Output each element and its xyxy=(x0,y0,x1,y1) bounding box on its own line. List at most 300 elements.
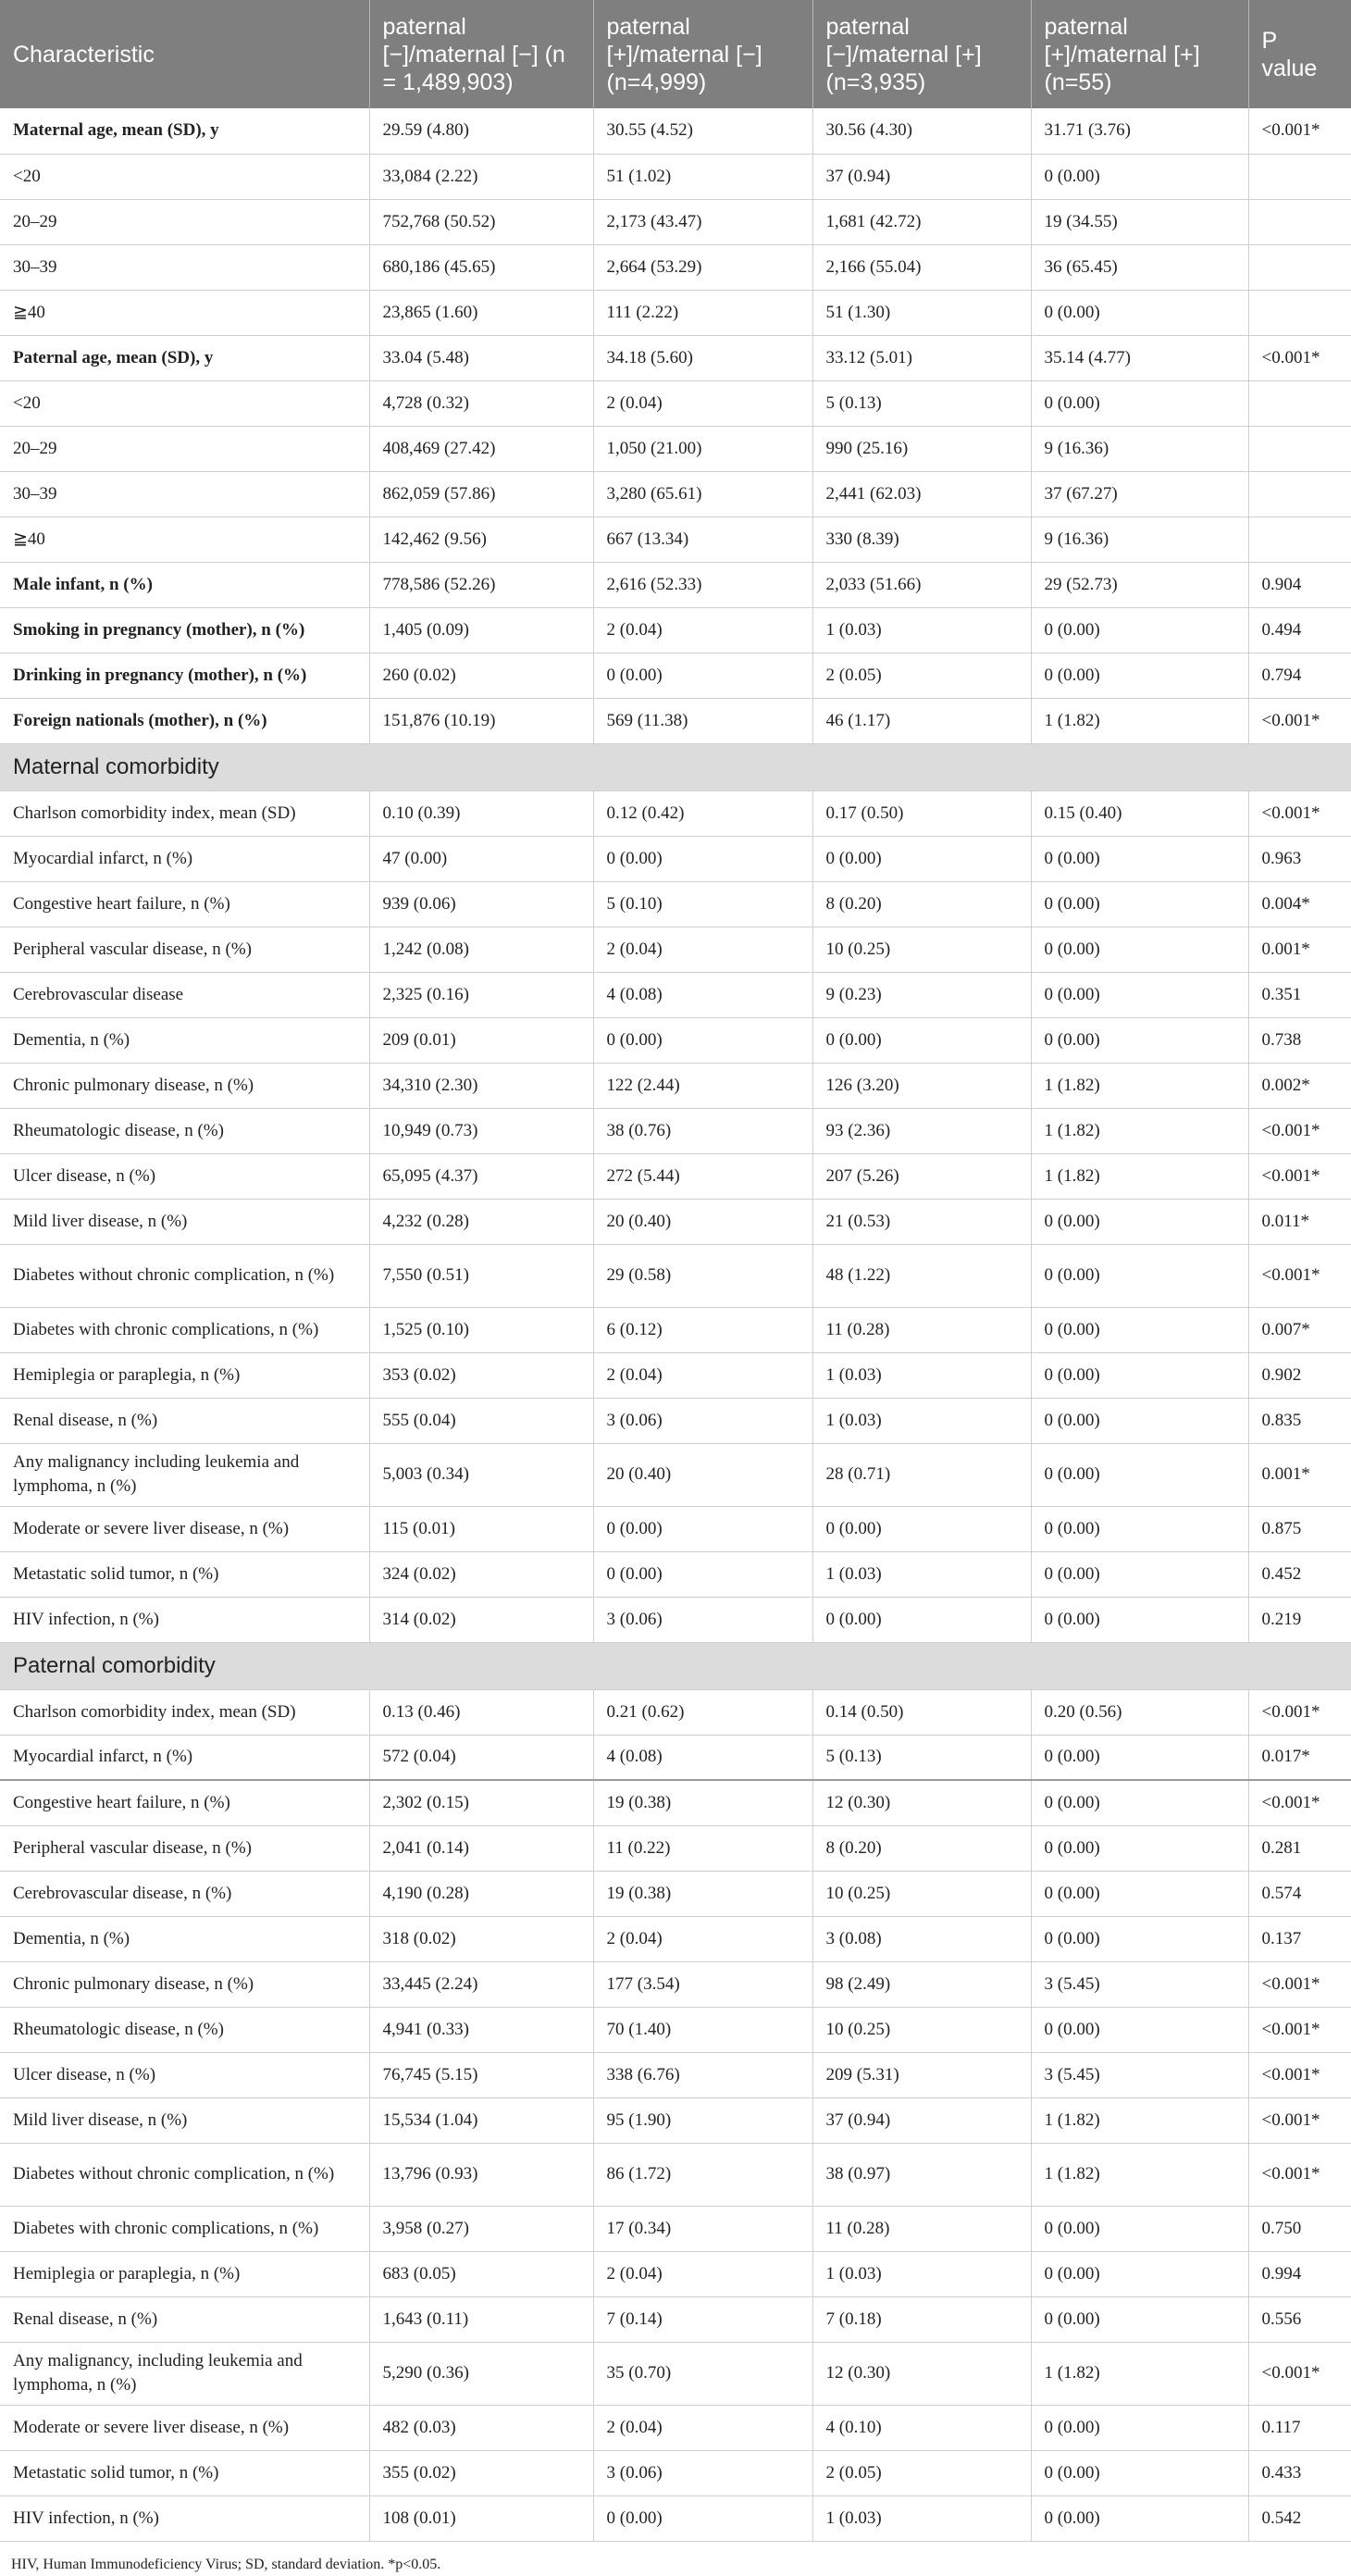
cell-neg-pos: 2,166 (55.04) xyxy=(812,244,1031,290)
row-label: HIV infection, n (%) xyxy=(0,2495,369,2541)
cell-pos-pos: 0 (0.00) xyxy=(1031,881,1248,927)
row-label: Paternal age, mean (SD), y xyxy=(0,335,369,380)
cell-p-value xyxy=(1248,244,1351,290)
cell-pos-neg: 0 (0.00) xyxy=(593,1017,812,1063)
cell-p-value xyxy=(1248,154,1351,199)
cell-neg-neg: 862,059 (57.86) xyxy=(369,471,593,516)
table-row xyxy=(0,516,1351,562)
table-row xyxy=(0,1352,1351,1398)
cell-pos-neg: 4 (0.08) xyxy=(593,1735,812,1780)
section-paternal-comorbidity xyxy=(0,1642,1351,1689)
cell-pos-pos: 0.15 (0.40) xyxy=(1031,790,1248,836)
cell-pos-neg: 0 (0.00) xyxy=(593,653,812,698)
cell-neg-neg: 0.13 (0.46) xyxy=(369,1689,593,1735)
cell-neg-pos: 28 (0.71) xyxy=(812,1443,1031,1506)
table-row xyxy=(0,1825,1351,1871)
cell-neg-pos: 30.56 (4.30) xyxy=(812,108,1031,154)
table-row xyxy=(0,1597,1351,1642)
cell-neg-neg: 314 (0.02) xyxy=(369,1597,593,1642)
row-label: Smoking in pregnancy (mother), n (%) xyxy=(0,607,369,653)
row-label: Charlson comorbidity index, mean (SD) xyxy=(0,790,369,836)
cell-neg-neg: 34,310 (2.30) xyxy=(369,1063,593,1108)
row-label: Male infant, n (%) xyxy=(0,562,369,607)
table-row xyxy=(0,2296,1351,2342)
cell-neg-pos: 8 (0.20) xyxy=(812,881,1031,927)
cell-neg-neg: 7,550 (0.51) xyxy=(369,1244,593,1307)
cell-pos-pos: 0 (0.00) xyxy=(1031,2450,1248,2495)
cell-neg-pos: 2 (0.05) xyxy=(812,653,1031,698)
table-row xyxy=(0,1153,1351,1199)
cell-p-value: <0.001* xyxy=(1248,2143,1351,2206)
cell-pos-neg: 2 (0.04) xyxy=(593,927,812,972)
cell-pos-pos: 0 (0.00) xyxy=(1031,1916,1248,1961)
table-row xyxy=(0,2097,1351,2143)
row-label: Renal disease, n (%) xyxy=(0,2296,369,2342)
cell-p-value: 0.001* xyxy=(1248,1443,1351,1506)
cell-p-value: <0.001* xyxy=(1248,1780,1351,1825)
cell-pos-neg: 2,616 (52.33) xyxy=(593,562,812,607)
cell-pos-pos: 0 (0.00) xyxy=(1031,1597,1248,1642)
row-label: 20–29 xyxy=(0,199,369,244)
cell-neg-neg: 752,768 (50.52) xyxy=(369,199,593,244)
row-label: Any malignancy including leukemia and lymphoma, n (%) xyxy=(0,1443,369,1506)
table-row xyxy=(0,2495,1351,2541)
cell-neg-pos: 0.14 (0.50) xyxy=(812,1689,1031,1735)
table-row xyxy=(0,244,1351,290)
cell-p-value xyxy=(1248,471,1351,516)
cell-neg-pos: 990 (25.16) xyxy=(812,426,1031,471)
cell-pos-pos: 0 (0.00) xyxy=(1031,836,1248,881)
row-label: 20–29 xyxy=(0,426,369,471)
cell-neg-neg: 572 (0.04) xyxy=(369,1735,593,1780)
cell-pos-neg: 35 (0.70) xyxy=(593,2342,812,2405)
cell-neg-pos: 1 (0.03) xyxy=(812,1352,1031,1398)
cell-neg-pos: 7 (0.18) xyxy=(812,2296,1031,2342)
cell-p-value: 0.750 xyxy=(1248,2206,1351,2251)
cell-neg-neg: 3,958 (0.27) xyxy=(369,2206,593,2251)
cell-pos-neg: 95 (1.90) xyxy=(593,2097,812,2143)
table-row xyxy=(0,199,1351,244)
cell-neg-neg: 939 (0.06) xyxy=(369,881,593,927)
cell-p-value: <0.001* xyxy=(1248,2342,1351,2405)
cell-pos-neg: 19 (0.38) xyxy=(593,1871,812,1916)
header-group-pos-pos: paternal [+]/maternal [+] (n=55) xyxy=(1031,0,1248,108)
table-row xyxy=(0,1443,1351,1506)
cell-neg-neg: 23,865 (1.60) xyxy=(369,290,593,335)
header-group-pos-neg: paternal [+]/maternal [−] (n=4,999) xyxy=(593,0,812,108)
cell-neg-pos: 1 (0.03) xyxy=(812,2251,1031,2296)
row-label: Chronic pulmonary disease, n (%) xyxy=(0,1063,369,1108)
cell-p-value: 0.011* xyxy=(1248,1199,1351,1244)
row-label: Metastatic solid tumor, n (%) xyxy=(0,2450,369,2495)
table-row xyxy=(0,2405,1351,2450)
cell-neg-pos: 46 (1.17) xyxy=(812,698,1031,743)
table-row xyxy=(0,562,1351,607)
cell-p-value: <0.001* xyxy=(1248,1244,1351,1307)
cell-neg-pos: 2,033 (51.66) xyxy=(812,562,1031,607)
table-row xyxy=(0,1916,1351,1961)
row-label: Moderate or severe liver disease, n (%) xyxy=(0,1506,369,1551)
cell-p-value: 0.494 xyxy=(1248,607,1351,653)
cell-pos-neg: 6 (0.12) xyxy=(593,1307,812,1352)
cell-p-value: 0.994 xyxy=(1248,2251,1351,2296)
cell-neg-neg: 108 (0.01) xyxy=(369,2495,593,2541)
cell-pos-pos: 0 (0.00) xyxy=(1031,1352,1248,1398)
cell-neg-neg: 778,586 (52.26) xyxy=(369,562,593,607)
cell-neg-pos: 0.17 (0.50) xyxy=(812,790,1031,836)
cell-neg-neg: 13,796 (0.93) xyxy=(369,2143,593,2206)
cell-pos-pos: 0 (0.00) xyxy=(1031,2495,1248,2541)
cell-neg-neg: 555 (0.04) xyxy=(369,1398,593,1443)
cell-p-value xyxy=(1248,199,1351,244)
row-label: Myocardial infarct, n (%) xyxy=(0,1735,369,1780)
cell-neg-neg: 33.04 (5.48) xyxy=(369,335,593,380)
header-p-value: P value xyxy=(1261,27,1318,81)
cell-pos-pos: 0 (0.00) xyxy=(1031,653,1248,698)
row-label: Rheumatologic disease, n (%) xyxy=(0,1108,369,1153)
cell-neg-neg: 142,462 (9.56) xyxy=(369,516,593,562)
cell-pos-neg: 0.12 (0.42) xyxy=(593,790,812,836)
cell-p-value: <0.001* xyxy=(1248,1153,1351,1199)
cell-pos-pos: 1 (1.82) xyxy=(1031,698,1248,743)
cell-pos-neg: 51 (1.02) xyxy=(593,154,812,199)
cell-p-value: 0.738 xyxy=(1248,1017,1351,1063)
cell-pos-pos: 0 (0.00) xyxy=(1031,1871,1248,1916)
cell-p-value: <0.001* xyxy=(1248,108,1351,154)
row-label: Metastatic solid tumor, n (%) xyxy=(0,1551,369,1597)
table-row xyxy=(0,426,1351,471)
row-label: Myocardial infarct, n (%) xyxy=(0,836,369,881)
table-row xyxy=(0,653,1351,698)
cell-pos-pos: 35.14 (4.77) xyxy=(1031,335,1248,380)
cell-neg-neg: 2,041 (0.14) xyxy=(369,1825,593,1871)
cell-neg-neg: 29.59 (4.80) xyxy=(369,108,593,154)
table-row xyxy=(0,972,1351,1017)
cell-pos-pos: 0 (0.00) xyxy=(1031,2206,1248,2251)
cell-pos-neg: 3,280 (65.61) xyxy=(593,471,812,516)
cell-neg-pos: 11 (0.28) xyxy=(812,2206,1031,2251)
cell-p-value xyxy=(1248,426,1351,471)
table-row xyxy=(0,2143,1351,2206)
cell-neg-neg: 2,325 (0.16) xyxy=(369,972,593,1017)
cell-pos-neg: 29 (0.58) xyxy=(593,1244,812,1307)
cell-pos-neg: 70 (1.40) xyxy=(593,2007,812,2052)
row-label: Cerebrovascular disease, n (%) xyxy=(0,1871,369,1916)
cell-p-value: 0.574 xyxy=(1248,1871,1351,1916)
cell-pos-neg: 569 (11.38) xyxy=(593,698,812,743)
row-label: Diabetes with chronic complications, n (%) xyxy=(0,1307,369,1352)
row-label: HIV infection, n (%) xyxy=(0,1597,369,1642)
cell-neg-neg: 33,084 (2.22) xyxy=(369,154,593,199)
cell-neg-pos: 0 (0.00) xyxy=(812,1597,1031,1642)
cell-p-value: 0.117 xyxy=(1248,2405,1351,2450)
cell-pos-pos: 19 (34.55) xyxy=(1031,199,1248,244)
cell-neg-pos: 11 (0.28) xyxy=(812,1307,1031,1352)
cell-pos-neg: 5 (0.10) xyxy=(593,881,812,927)
cell-neg-neg: 209 (0.01) xyxy=(369,1017,593,1063)
cell-neg-neg: 324 (0.02) xyxy=(369,1551,593,1597)
cell-neg-pos: 37 (0.94) xyxy=(812,2097,1031,2143)
cell-neg-neg: 482 (0.03) xyxy=(369,2405,593,2450)
row-label: Renal disease, n (%) xyxy=(0,1398,369,1443)
cell-p-value: <0.001* xyxy=(1248,1108,1351,1153)
cell-pos-neg: 0 (0.00) xyxy=(593,1551,812,1597)
cell-p-value: 0.433 xyxy=(1248,2450,1351,2495)
table-row xyxy=(0,790,1351,836)
cell-neg-neg: 4,728 (0.32) xyxy=(369,380,593,426)
cell-neg-pos: 2,441 (62.03) xyxy=(812,471,1031,516)
cell-p-value: 0.902 xyxy=(1248,1352,1351,1398)
cell-neg-pos: 1 (0.03) xyxy=(812,1551,1031,1597)
cell-p-value: 0.001* xyxy=(1248,927,1351,972)
cell-pos-neg: 11 (0.22) xyxy=(593,1825,812,1871)
table-row xyxy=(0,881,1351,927)
table-row xyxy=(0,154,1351,199)
cell-pos-neg: 2 (0.04) xyxy=(593,2405,812,2450)
cell-pos-pos: 0 (0.00) xyxy=(1031,1244,1248,1307)
cell-pos-pos: 0 (0.00) xyxy=(1031,607,1248,653)
cell-pos-pos: 0 (0.00) xyxy=(1031,1780,1248,1825)
cell-pos-neg: 34.18 (5.60) xyxy=(593,335,812,380)
table-row xyxy=(0,1244,1351,1307)
cell-neg-pos: 4 (0.10) xyxy=(812,2405,1031,2450)
table-row xyxy=(0,836,1351,881)
cell-neg-neg: 5,003 (0.34) xyxy=(369,1443,593,1506)
cell-p-value: <0.001* xyxy=(1248,698,1351,743)
cell-p-value: 0.281 xyxy=(1248,1825,1351,1871)
table-row xyxy=(0,1307,1351,1352)
cell-neg-neg: 1,525 (0.10) xyxy=(369,1307,593,1352)
cell-neg-neg: 151,876 (10.19) xyxy=(369,698,593,743)
cell-neg-pos: 2 (0.05) xyxy=(812,2450,1031,2495)
table-row xyxy=(0,698,1351,743)
cell-pos-neg: 1,050 (21.00) xyxy=(593,426,812,471)
row-label: Rheumatologic disease, n (%) xyxy=(0,2007,369,2052)
cell-pos-pos: 3 (5.45) xyxy=(1031,1961,1248,2007)
table-row xyxy=(0,1735,1351,1780)
row-label: Diabetes without chronic complication, n (%) xyxy=(0,1244,369,1307)
cell-p-value: 0.875 xyxy=(1248,1506,1351,1551)
header-characteristic: Characteristic xyxy=(0,0,369,108)
cell-pos-neg: 338 (6.76) xyxy=(593,2052,812,2097)
cell-pos-pos: 0 (0.00) xyxy=(1031,1443,1248,1506)
table-body xyxy=(0,108,1351,2541)
table-row xyxy=(0,2450,1351,2495)
cell-pos-neg: 2 (0.04) xyxy=(593,1916,812,1961)
cell-pos-pos: 0 (0.00) xyxy=(1031,1551,1248,1597)
cell-neg-pos: 5 (0.13) xyxy=(812,380,1031,426)
cell-neg-neg: 15,534 (1.04) xyxy=(369,2097,593,2143)
row-label: 30–39 xyxy=(0,471,369,516)
section-title: Maternal comorbidity xyxy=(0,743,1351,790)
cell-p-value: 0.007* xyxy=(1248,1307,1351,1352)
cell-neg-pos: 0 (0.00) xyxy=(812,1017,1031,1063)
row-label: Cerebrovascular disease xyxy=(0,972,369,1017)
cell-pos-pos: 0 (0.00) xyxy=(1031,1506,1248,1551)
cell-pos-neg: 2,664 (53.29) xyxy=(593,244,812,290)
cell-pos-pos: 3 (5.45) xyxy=(1031,2052,1248,2097)
cell-p-value: 0.542 xyxy=(1248,2495,1351,2541)
table-row xyxy=(0,471,1351,516)
table-row xyxy=(0,1871,1351,1916)
row-label: Congestive heart failure, n (%) xyxy=(0,1780,369,1825)
cell-p-value: <0.001* xyxy=(1248,1689,1351,1735)
cell-pos-neg: 111 (2.22) xyxy=(593,290,812,335)
table-row xyxy=(0,1199,1351,1244)
cell-pos-pos: 1 (1.82) xyxy=(1031,2097,1248,2143)
cell-pos-pos: 0.20 (0.56) xyxy=(1031,1689,1248,1735)
cell-pos-pos: 0 (0.00) xyxy=(1031,1398,1248,1443)
table-row xyxy=(0,1108,1351,1153)
table-row xyxy=(0,1063,1351,1108)
cell-neg-pos: 51 (1.30) xyxy=(812,290,1031,335)
cell-pos-neg: 0 (0.00) xyxy=(593,2495,812,2541)
cell-p-value xyxy=(1248,516,1351,562)
cell-neg-neg: 408,469 (27.42) xyxy=(369,426,593,471)
table-header-row xyxy=(0,0,1351,108)
table-row xyxy=(0,927,1351,972)
table-row xyxy=(0,108,1351,154)
cell-p-value: 0.963 xyxy=(1248,836,1351,881)
cell-pos-neg: 2 (0.04) xyxy=(593,607,812,653)
cell-neg-neg: 76,745 (5.15) xyxy=(369,2052,593,2097)
table-row xyxy=(0,1506,1351,1551)
row-label: ≧40 xyxy=(0,516,369,562)
table-row xyxy=(0,1551,1351,1597)
cell-pos-pos: 0 (0.00) xyxy=(1031,1825,1248,1871)
header-group-neg-pos: paternal [−]/maternal [+] (n=3,935) xyxy=(812,0,1031,108)
table-row xyxy=(0,1017,1351,1063)
row-label: Congestive heart failure, n (%) xyxy=(0,881,369,927)
cell-neg-pos: 1 (0.03) xyxy=(812,1398,1031,1443)
cell-pos-neg: 3 (0.06) xyxy=(593,1597,812,1642)
table-row xyxy=(0,1780,1351,1825)
cell-neg-neg: 355 (0.02) xyxy=(369,2450,593,2495)
cell-p-value: 0.004* xyxy=(1248,881,1351,927)
cell-pos-pos: 29 (52.73) xyxy=(1031,562,1248,607)
cell-p-value: <0.001* xyxy=(1248,790,1351,836)
cell-pos-neg: 3 (0.06) xyxy=(593,1398,812,1443)
row-label: Charlson comorbidity index, mean (SD) xyxy=(0,1689,369,1735)
cell-pos-pos: 0 (0.00) xyxy=(1031,1199,1248,1244)
header-group-neg-neg: paternal [−]/maternal [−] (n = 1,489,903) xyxy=(369,0,593,108)
cell-neg-neg: 33,445 (2.24) xyxy=(369,1961,593,2007)
cell-pos-neg: 20 (0.40) xyxy=(593,1443,812,1506)
cell-pos-neg: 2 (0.04) xyxy=(593,1352,812,1398)
cell-neg-pos: 330 (8.39) xyxy=(812,516,1031,562)
cell-pos-neg: 2 (0.04) xyxy=(593,2251,812,2296)
row-label: Chronic pulmonary disease, n (%) xyxy=(0,1961,369,2007)
section-title: Paternal comorbidity xyxy=(0,1642,1351,1689)
cell-neg-neg: 1,242 (0.08) xyxy=(369,927,593,972)
cell-p-value: 0.002* xyxy=(1248,1063,1351,1108)
cell-pos-neg: 3 (0.06) xyxy=(593,2450,812,2495)
cell-pos-pos: 1 (1.82) xyxy=(1031,1063,1248,1108)
cell-pos-neg: 17 (0.34) xyxy=(593,2206,812,2251)
row-label: Hemiplegia or paraplegia, n (%) xyxy=(0,1352,369,1398)
cell-pos-neg: 20 (0.40) xyxy=(593,1199,812,1244)
cell-neg-pos: 48 (1.22) xyxy=(812,1244,1031,1307)
cell-pos-neg: 667 (13.34) xyxy=(593,516,812,562)
row-label: Diabetes without chronic complication, n (%) xyxy=(0,2143,369,2206)
row-label: 30–39 xyxy=(0,244,369,290)
cell-pos-pos: 31.71 (3.76) xyxy=(1031,108,1248,154)
table-row xyxy=(0,2342,1351,2405)
cell-neg-neg: 680,186 (45.65) xyxy=(369,244,593,290)
row-label: Drinking in pregnancy (mother), n (%) xyxy=(0,653,369,698)
row-label: ≧40 xyxy=(0,290,369,335)
row-label: Mild liver disease, n (%) xyxy=(0,2097,369,2143)
table-footnote: HIV, Human Immunodeficiency Virus; SD, standard deviation. *p<0.05. xyxy=(11,2557,441,2572)
cell-neg-neg: 47 (0.00) xyxy=(369,836,593,881)
cell-neg-pos: 1 (0.03) xyxy=(812,2495,1031,2541)
table-row xyxy=(0,1398,1351,1443)
cell-neg-pos: 1 (0.03) xyxy=(812,607,1031,653)
cell-p-value: 0.017* xyxy=(1248,1735,1351,1780)
table-row xyxy=(0,1961,1351,2007)
cell-neg-pos: 1,681 (42.72) xyxy=(812,199,1031,244)
cell-p-value: <0.001* xyxy=(1248,335,1351,380)
cell-pos-pos: 0 (0.00) xyxy=(1031,2251,1248,2296)
cell-neg-neg: 65,095 (4.37) xyxy=(369,1153,593,1199)
table-row xyxy=(0,2007,1351,2052)
cell-neg-neg: 115 (0.01) xyxy=(369,1506,593,1551)
cell-neg-pos: 38 (0.97) xyxy=(812,2143,1031,2206)
table-row xyxy=(0,1689,1351,1735)
cell-pos-pos: 0 (0.00) xyxy=(1031,154,1248,199)
cell-neg-neg: 10,949 (0.73) xyxy=(369,1108,593,1153)
cell-pos-neg: 2 (0.04) xyxy=(593,380,812,426)
cell-neg-neg: 2,302 (0.15) xyxy=(369,1780,593,1825)
cell-pos-pos: 0 (0.00) xyxy=(1031,1735,1248,1780)
cell-p-value: 0.904 xyxy=(1248,562,1351,607)
cell-neg-pos: 21 (0.53) xyxy=(812,1199,1031,1244)
cell-p-value: 0.351 xyxy=(1248,972,1351,1017)
cell-neg-neg: 1,643 (0.11) xyxy=(369,2296,593,2342)
cell-pos-neg: 0 (0.00) xyxy=(593,1506,812,1551)
cell-neg-neg: 0.10 (0.39) xyxy=(369,790,593,836)
cell-p-value: 0.219 xyxy=(1248,1597,1351,1642)
row-label: Any malignancy, including leukemia and lymphoma, n (%) xyxy=(0,2342,369,2405)
cell-pos-pos: 1 (1.82) xyxy=(1031,1108,1248,1153)
table-row xyxy=(0,2206,1351,2251)
cell-neg-neg: 1,405 (0.09) xyxy=(369,607,593,653)
cell-neg-pos: 0 (0.00) xyxy=(812,836,1031,881)
cell-pos-neg: 38 (0.76) xyxy=(593,1108,812,1153)
cell-pos-neg: 2,173 (43.47) xyxy=(593,199,812,244)
row-label: Maternal age, mean (SD), y xyxy=(0,108,369,154)
cell-pos-neg: 122 (2.44) xyxy=(593,1063,812,1108)
cell-p-value: 0.137 xyxy=(1248,1916,1351,1961)
cell-p-value: 0.794 xyxy=(1248,653,1351,698)
cell-p-value: 0.835 xyxy=(1248,1398,1351,1443)
cell-pos-neg: 86 (1.72) xyxy=(593,2143,812,2206)
cell-neg-pos: 8 (0.20) xyxy=(812,1825,1031,1871)
row-label: <20 xyxy=(0,154,369,199)
cell-pos-pos: 0 (0.00) xyxy=(1031,2296,1248,2342)
cell-neg-neg: 683 (0.05) xyxy=(369,2251,593,2296)
row-label: Moderate or severe liver disease, n (%) xyxy=(0,2405,369,2450)
cell-pos-pos: 9 (16.36) xyxy=(1031,516,1248,562)
cell-pos-neg: 0.21 (0.62) xyxy=(593,1689,812,1735)
cell-neg-pos: 10 (0.25) xyxy=(812,2007,1031,2052)
cell-neg-pos: 98 (2.49) xyxy=(812,1961,1031,2007)
cell-neg-pos: 10 (0.25) xyxy=(812,1871,1031,1916)
cell-pos-pos: 0 (0.00) xyxy=(1031,972,1248,1017)
cell-neg-pos: 0 (0.00) xyxy=(812,1506,1031,1551)
row-label: Peripheral vascular disease, n (%) xyxy=(0,1825,369,1871)
cell-pos-pos: 0 (0.00) xyxy=(1031,2007,1248,2052)
